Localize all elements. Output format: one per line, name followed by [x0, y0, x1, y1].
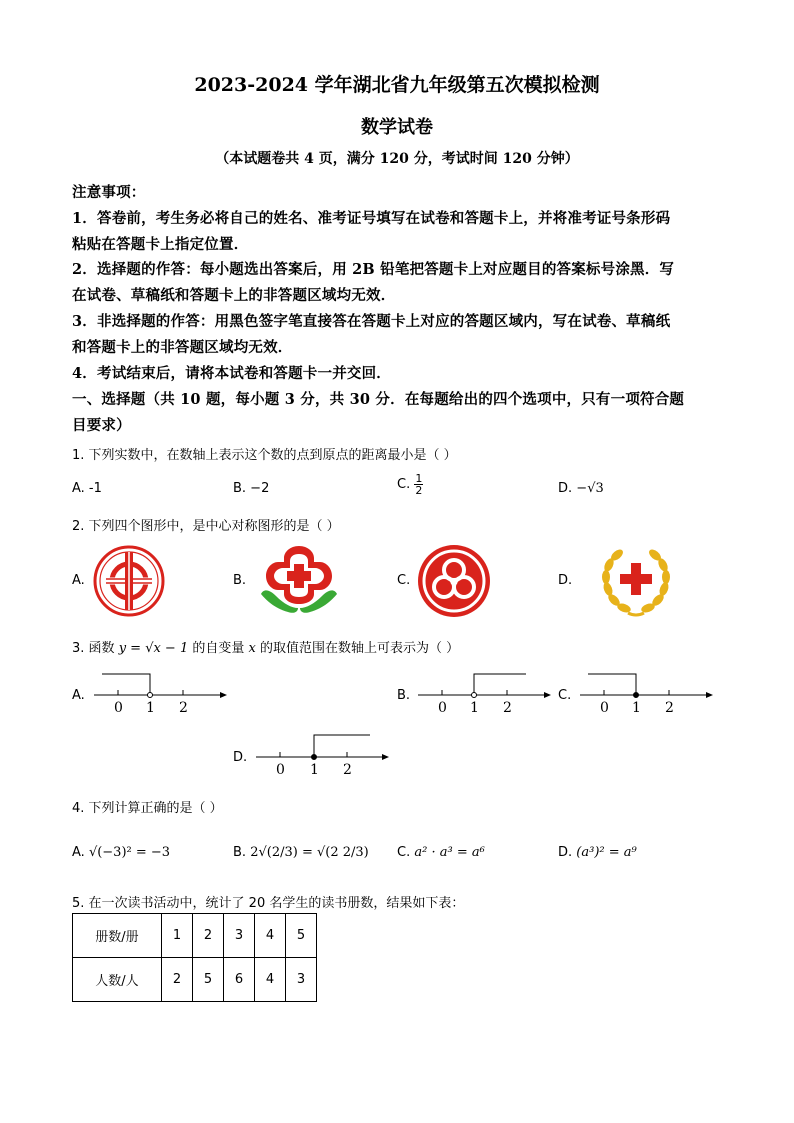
logo-d-red-cross-wreath: [598, 543, 674, 623]
q1-option-d: [558, 481, 604, 496]
q3-b-tick-1: 1: [470, 700, 479, 716]
q5-stem: 5. 在一次读书活动中，统计了 20 名学生的读书册数，结果如下表：: [72, 896, 465, 911]
logo-b-medical-cross: [258, 542, 340, 622]
q3-option-a: A.: [72, 688, 85, 703]
q3-option-b: B.: [397, 688, 411, 703]
notice-line: 粘贴在答题卡上指定位置．: [72, 236, 249, 253]
section-heading-cont: 目要求）: [72, 417, 131, 434]
q4-option-a: [72, 845, 170, 860]
q4-option-b-expr: 2√(2/3) = √(2 2/3): [250, 845, 369, 860]
q3-a-tick-2: 2: [179, 700, 188, 716]
q3-d-tick-1: 1: [310, 762, 319, 778]
q2-option-d: D.: [558, 573, 573, 588]
q1-option-c-label: C.: [397, 477, 411, 492]
notice-line: 4．考试结束后，请将本试卷和答题卡一并交回．: [72, 365, 391, 382]
q3-option-d: D.: [233, 750, 248, 765]
q1-option-c: [397, 473, 423, 496]
q2-option-b: B.: [233, 573, 247, 588]
notice-line: 3．非选择题的作答：用黑色签字笔直接答在答题卡上对应的答题区域内，写在试卷、草稿纸: [72, 313, 671, 330]
q1-option-a: A. -1: [72, 481, 102, 496]
q2-stem: 2. 下列四个图形中，是中心对称图形的是（ ）: [72, 519, 340, 534]
q3-c-tick-0: 0: [600, 700, 609, 716]
q1-fraction-num: 1: [415, 472, 423, 485]
section-heading: 一、选择题（共 10 题，每小题 3 分，共 30 分．在每题给出的四个选项中，只有一项符合题: [72, 391, 685, 408]
table-header-cell: 册数/册: [73, 914, 162, 958]
q4-option-d-expr: (a³)² = a⁹: [576, 845, 637, 860]
notice-line: 2．选择题的作答：每小题选出答案后，用 2B 铅笔把答题卡上对应题目的答案标号涂黑．写: [72, 261, 675, 278]
q3-a-tick-0: 0: [114, 700, 123, 716]
table-cell: 5: [286, 914, 317, 958]
q3-variable: x: [248, 641, 256, 656]
q1-stem: 1. 下列实数中，在数轴上表示这个数的点到原点的距离最小是（ ）: [72, 448, 457, 463]
q2-option-c: C.: [397, 573, 411, 588]
q3-option-c: C.: [558, 688, 572, 703]
q1-fraction-den: 2: [415, 484, 423, 497]
q4-stem: 4. 下列计算正确的是（ ）: [72, 801, 223, 816]
logo-a-union-emblem: [92, 544, 166, 622]
table-cell: 6: [224, 958, 255, 1002]
q5-table: [72, 913, 317, 1002]
q4-option-b: [233, 845, 369, 860]
exam-title: 2023-2024 学年湖北省九年级第五次模拟检测: [194, 74, 600, 96]
q4-option-d-label: D.: [558, 845, 573, 860]
q3-b-tick-0: 0: [438, 700, 447, 716]
q4-option-d: [558, 845, 637, 860]
q3-function: y = √x − 1: [118, 641, 189, 656]
q2-option-a: A.: [72, 573, 85, 588]
q3-numberline-b: [414, 668, 554, 718]
table-cell: 3: [224, 914, 255, 958]
table-cell: 1: [162, 914, 193, 958]
q3-numberline-d: [252, 730, 392, 780]
exam-info: （本试题卷共 4 页，满分 120 分，考试时间 120 分钟）: [215, 151, 579, 167]
q3-a-tick-1: 1: [146, 700, 155, 716]
table-cell: 4: [255, 958, 286, 1002]
table-cell: 2: [162, 958, 193, 1002]
q3-stem: [72, 637, 459, 656]
exam-subtitle: 数学试卷: [361, 117, 433, 138]
q3-d-tick-2: 2: [343, 762, 352, 778]
q1-option-b: B. −2: [233, 481, 270, 496]
q4-option-c: [397, 845, 485, 860]
q1-option-d-label: D.: [558, 481, 573, 496]
q3-b-tick-2: 2: [503, 700, 512, 716]
q3-d-tick-0: 0: [276, 762, 285, 778]
table-header-cell: 人数/人: [73, 958, 162, 1002]
q3-c-tick-2: 2: [665, 700, 674, 716]
q4-option-a-label: A.: [72, 845, 85, 860]
table-cell: 4: [255, 914, 286, 958]
notice-heading: 注意事项：: [72, 184, 146, 201]
table-cell: 5: [193, 958, 224, 1002]
table-row: [73, 914, 317, 958]
notice-line: 和答题卡上的非答题区域均无效．: [72, 339, 293, 356]
q1-fraction: [414, 473, 423, 496]
q3-stem-pre: 3. 函数: [72, 641, 115, 656]
q3-stem-mid: 的自变量: [192, 641, 245, 656]
q3-numberline-a: [90, 668, 230, 718]
q4-option-b-label: B.: [233, 845, 247, 860]
q3-stem-post: 的取值范围在数轴上可表示为（ ）: [260, 641, 460, 656]
q4-option-a-expr: √(−3)² = −3: [88, 845, 171, 860]
logo-c-womens-federation: [416, 543, 492, 623]
q1-option-d-value: −√3: [576, 481, 604, 496]
q3-c-tick-1: 1: [632, 700, 641, 716]
table-cell: 3: [286, 958, 317, 1002]
q4-option-c-expr: a² · a³ = a⁶: [414, 845, 485, 860]
q3-numberline-c: [576, 668, 716, 718]
table-cell: 2: [193, 914, 224, 958]
notice-line: 在试卷、草稿纸和答题卡上的非答题区域均无效．: [72, 287, 396, 304]
q4-option-c-label: C.: [397, 845, 411, 860]
notice-line: 1．答卷前，考生务必将自己的姓名、准考证号填写在试卷和答题卡上，并将准考证号条形码: [72, 210, 671, 227]
table-row: [73, 958, 317, 1002]
